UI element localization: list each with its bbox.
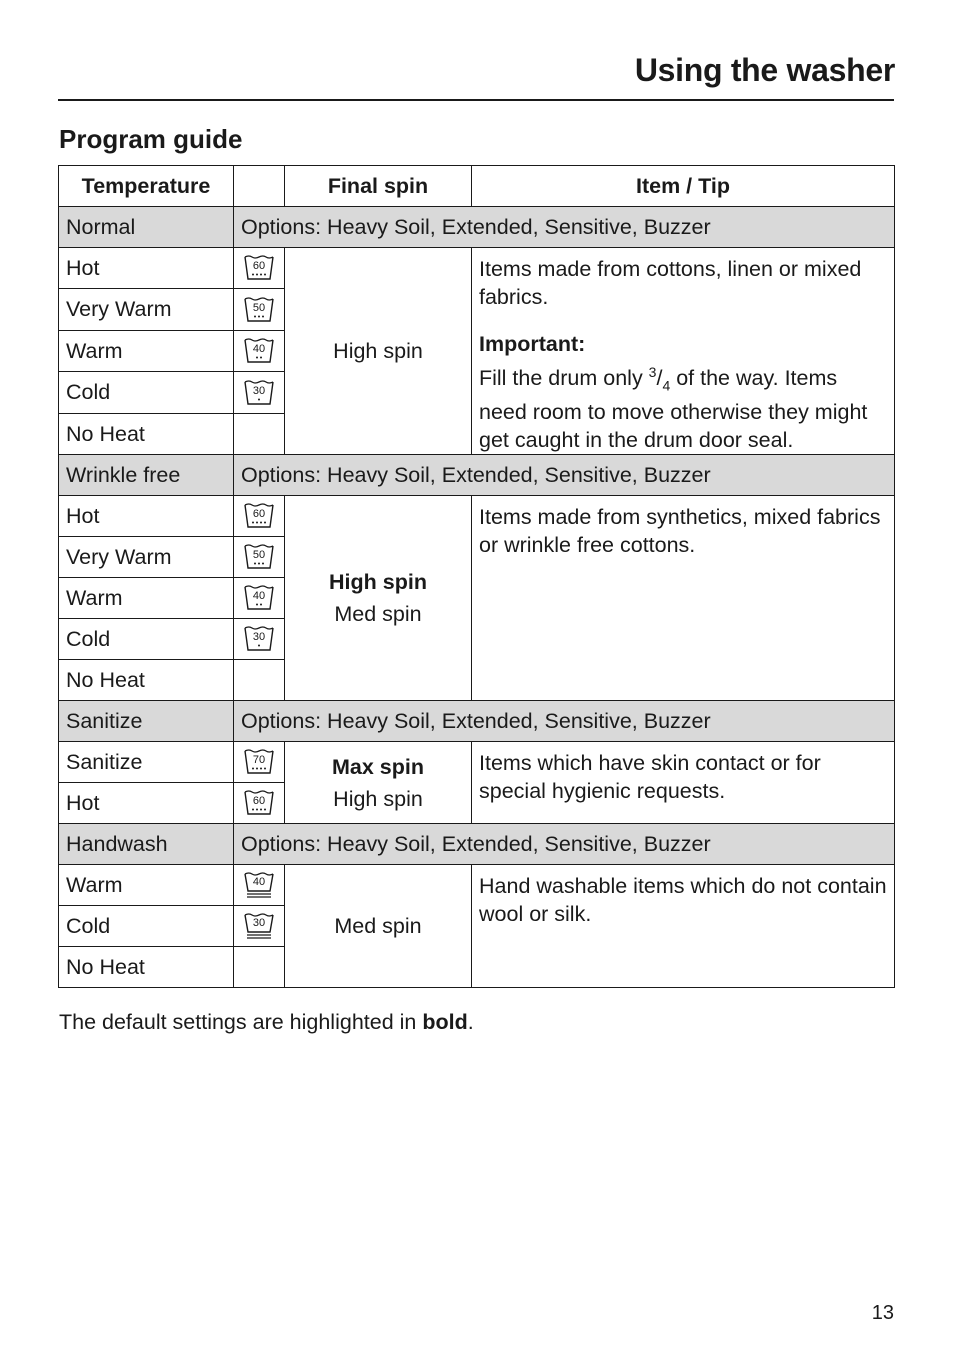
program-name: Sanitize <box>59 701 234 742</box>
svg-text:70: 70 <box>252 754 266 767</box>
wash-temp-symbol-cell <box>234 413 285 455</box>
svg-text:60: 60 <box>252 260 266 273</box>
final-spin-cell: High spin <box>285 248 472 455</box>
wash-temp-symbol-cell <box>234 496 285 537</box>
wash-tub-icon <box>243 747 275 777</box>
svg-text:40: 40 <box>252 876 266 889</box>
svg-text:40: 40 <box>252 343 266 356</box>
wash-temp-symbol-cell <box>234 578 285 619</box>
temperature-cell: Cold <box>59 619 234 660</box>
program-options: Options: Heavy Soil, Extended, Sensitive, Buzzer <box>234 455 895 496</box>
temperature-cell: Hot <box>59 496 234 537</box>
svg-text:40: 40 <box>252 590 266 603</box>
column-header-item-tip: Item / Tip <box>472 166 895 207</box>
svg-text:30: 30 <box>252 384 266 397</box>
temperature-cell: Hot <box>59 783 234 824</box>
item-tip-cell: Hand washable items which do not contain wool or silk. <box>472 865 895 988</box>
wash-tub-icon <box>243 253 275 283</box>
program-options: Options: Heavy Soil, Extended, Sensitive, Buzzer <box>234 207 895 248</box>
wash-temp-symbol-cell <box>234 783 285 824</box>
table-row <box>59 742 895 783</box>
wash-temp-symbol-cell <box>234 906 285 947</box>
section-title: Program guide <box>59 124 243 154</box>
page-header-title: Using the washer <box>634 52 895 88</box>
handwash-tub-icon <box>243 870 275 900</box>
important-text: Fill the drum only $^3/_4$ of the way. Items need room to move otherwise they might get caught in the drum door seal. <box>479 363 868 452</box>
temperature-cell: Cold <box>59 906 234 947</box>
program-row-sanitize <box>59 701 895 742</box>
header-divider <box>58 99 894 101</box>
column-header-temperature: Temperature <box>59 166 234 207</box>
program-row-handwash <box>59 824 895 865</box>
svg-text:30: 30 <box>252 917 266 930</box>
final-spin-cell: Med spin <box>285 865 472 988</box>
svg-text:50: 50 <box>252 301 266 314</box>
column-header-symbol <box>234 166 285 207</box>
program-name: Normal <box>59 207 234 248</box>
table-header-row <box>59 166 895 207</box>
program-row-wrinkle-free <box>59 455 895 496</box>
temperature-cell: Sanitize <box>59 742 234 783</box>
wash-temp-symbol-cell <box>234 619 285 660</box>
temperature-cell: Very Warm <box>59 537 234 578</box>
temperature-cell: Very Warm <box>59 289 234 330</box>
temperature-cell: No Heat <box>59 413 234 455</box>
spin-default: Max spin <box>332 754 424 779</box>
program-name: Handwash <box>59 824 234 865</box>
wash-temp-symbol-cell <box>234 947 285 988</box>
wash-temp-symbol-cell <box>234 330 285 371</box>
temperature-cell: Warm <box>59 330 234 371</box>
svg-text:60: 60 <box>252 795 266 808</box>
wash-temp-symbol-cell <box>234 289 285 330</box>
wash-temp-symbol-cell <box>234 742 285 783</box>
item-tip-cell <box>472 248 895 455</box>
item-tip-cell: Items made from synthetics, mixed fabrics or wrinkle free cottons. <box>472 496 895 701</box>
program-options: Options: Heavy Soil, Extended, Sensitive, Buzzer <box>234 824 895 865</box>
wash-temp-symbol-cell <box>234 865 285 906</box>
wash-temp-symbol-cell <box>234 660 285 701</box>
temperature-cell: Warm <box>59 865 234 906</box>
temperature-cell: Cold <box>59 372 234 413</box>
wash-tub-icon <box>243 624 275 654</box>
temperature-cell: No Heat <box>59 947 234 988</box>
program-options: Options: Heavy Soil, Extended, Sensitive, Buzzer <box>234 701 895 742</box>
spin-option: Med spin <box>334 602 422 627</box>
item-tip-cell: Items which have skin contact or for special hygienic requests. <box>472 742 895 824</box>
spin-default: High spin <box>329 570 427 595</box>
wash-temp-symbol-cell <box>234 537 285 578</box>
column-header-final-spin: Final spin <box>285 166 472 207</box>
footer-note: The default settings are highlighted in bold. <box>59 1010 474 1034</box>
handwash-tub-icon <box>243 911 275 941</box>
important-label: Important: <box>479 332 586 356</box>
temperature-cell: Hot <box>59 248 234 289</box>
wash-tub-icon <box>243 336 275 366</box>
temperature-cell: Warm <box>59 578 234 619</box>
final-spin-cell <box>285 742 472 824</box>
tip-text: Items made from cottons, linen or mixed fabrics. <box>479 257 862 309</box>
svg-text:60: 60 <box>252 508 266 521</box>
svg-text:30: 30 <box>252 631 266 644</box>
wash-temp-symbol-cell <box>234 248 285 289</box>
temperature-cell: No Heat <box>59 660 234 701</box>
svg-text:50: 50 <box>252 549 266 562</box>
wash-tub-icon <box>243 501 275 531</box>
wash-temp-symbol-cell <box>234 372 285 413</box>
page-number: 13 <box>871 1302 894 1324</box>
final-spin-cell <box>285 496 472 701</box>
table-row <box>59 865 895 906</box>
program-row-normal <box>59 207 895 248</box>
wash-tub-icon <box>243 788 275 818</box>
spin-option: High spin <box>333 786 423 811</box>
table-row <box>59 496 895 537</box>
wash-tub-icon <box>243 378 275 408</box>
wash-tub-icon <box>243 583 275 613</box>
program-name: Wrinkle free <box>59 455 234 496</box>
program-guide-table <box>58 165 895 988</box>
table-row <box>59 248 895 289</box>
wash-tub-icon <box>243 542 275 572</box>
wash-tub-icon <box>243 295 275 325</box>
